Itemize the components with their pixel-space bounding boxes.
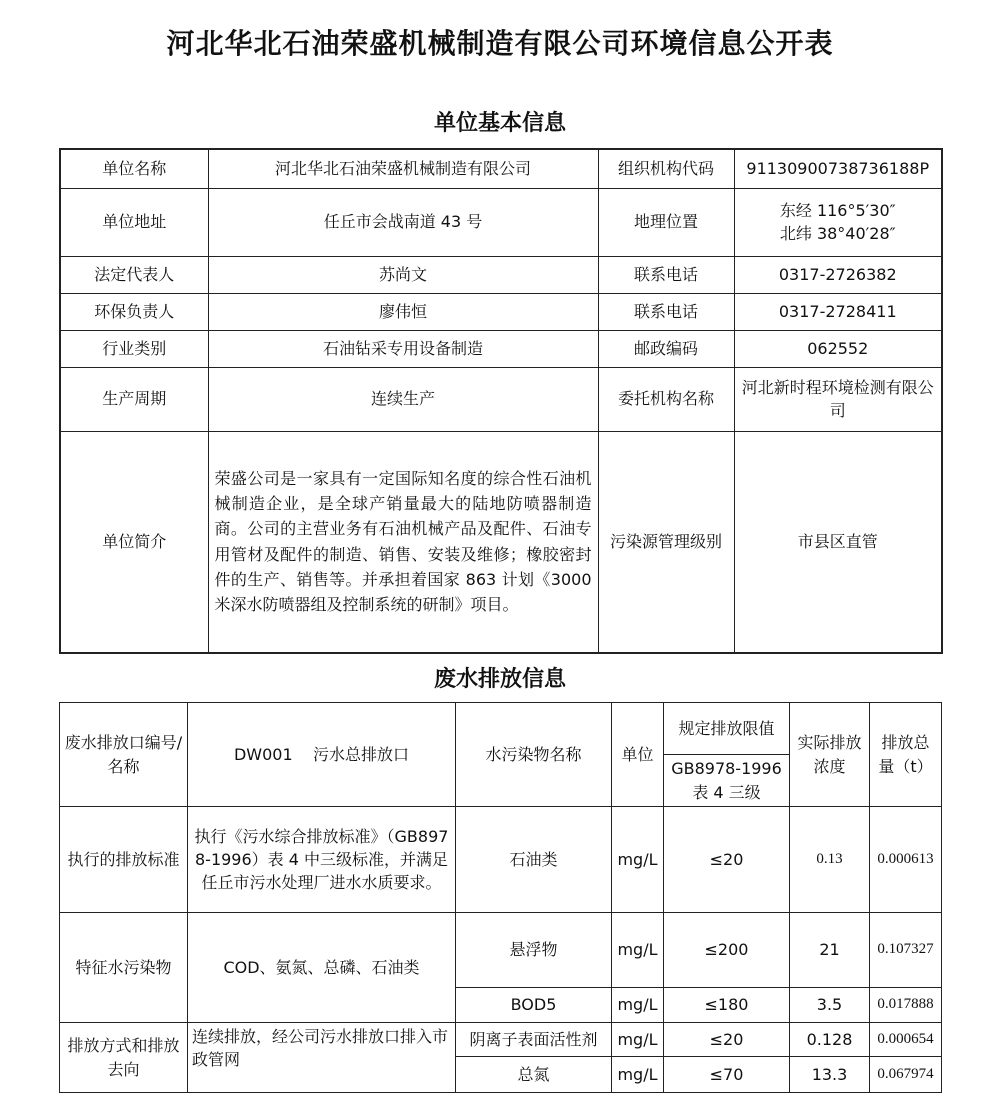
ww-row-1-conc: 21 <box>790 913 870 988</box>
geo-east: 东经 116°5′30″ <box>779 200 896 220</box>
value-legal-rep: 苏尚文 <box>208 256 598 293</box>
value-entrusted-org: 河北新时程环境检测有限公司 <box>734 367 942 431</box>
ww-row-2-unit: mg/L <box>612 988 664 1023</box>
value-production-cycle: 连续生产 <box>208 367 598 431</box>
ww-row-2-total: 0.017888 <box>870 988 942 1023</box>
ww-row-3-name: 阴离子表面活性剂 <box>456 1023 612 1057</box>
ww-header-limit: 规定排放限值 <box>664 703 790 755</box>
ww-label-standard: 执行的排放标准 <box>60 807 188 913</box>
ww-outlet-value: DW001 污水总排放口 <box>188 703 456 807</box>
value-industry: 石油钻采专用设备制造 <box>208 330 598 367</box>
label-unit-name: 单位名称 <box>60 149 208 188</box>
ww-row-4-conc: 13.3 <box>790 1057 870 1093</box>
label-contact-phone-1: 联系电话 <box>598 256 734 293</box>
label-production-cycle: 生产周期 <box>60 367 208 431</box>
geo-north: 北纬 38°40′28″ <box>779 224 896 243</box>
ww-row-3-limit: ≤20 <box>664 1023 790 1057</box>
ww-row-3-conc: 0.128 <box>790 1023 870 1057</box>
value-legal-rep-phone: 0317-2726382 <box>734 256 942 293</box>
value-env-manager-phone: 0317-2728411 <box>734 293 942 330</box>
ww-row-4-name: 总氮 <box>456 1057 612 1093</box>
basic-row-intro <box>60 431 942 653</box>
ww-row-2-conc: 3.5 <box>790 988 870 1023</box>
ww-row-0-limit: ≤20 <box>664 807 790 913</box>
ww-row-1-limit: ≤200 <box>664 913 790 988</box>
ww-row-0-conc: 0.13 <box>790 807 870 913</box>
ww-row-1-name: 悬浮物 <box>456 913 612 988</box>
ww-row-suspended <box>60 913 942 988</box>
ww-header-pollutant: 水污染物名称 <box>456 703 612 807</box>
ww-method-text: 连续排放，经公司污水排放口排入市政管网 <box>188 1023 456 1093</box>
basic-row-legal-rep <box>60 256 942 293</box>
basic-row-production-cycle <box>60 367 942 431</box>
ww-row-surfactant <box>60 1023 942 1057</box>
basic-row-industry <box>60 330 942 367</box>
ww-row-0-unit: mg/L <box>612 807 664 913</box>
ww-label-characteristic: 特征水污染物 <box>60 913 188 1023</box>
ww-header-row-1 <box>60 703 942 755</box>
ww-row-0-name: 石油类 <box>456 807 612 913</box>
ww-characteristic-text: COD、氨氮、总磷、石油类 <box>188 913 456 1023</box>
ww-row-3-total: 0.000654 <box>870 1023 942 1057</box>
ww-row-2-name: BOD5 <box>456 988 612 1023</box>
value-address: 任丘市会战南道 43 号 <box>208 188 598 256</box>
ww-header-total: 排放总量（t） <box>870 703 942 807</box>
basic-row-env-manager <box>60 293 942 330</box>
label-intro: 单位简介 <box>60 431 208 653</box>
basic-info-section-title: 单位基本信息 <box>433 111 566 136</box>
label-entrusted-org: 委托机构名称 <box>598 367 734 431</box>
ww-header-outlet: 废水排放口编号/名称 <box>60 703 188 807</box>
basic-row-unit-name <box>60 149 942 188</box>
ww-row-4-total: 0.067974 <box>870 1057 942 1093</box>
ww-label-method: 排放方式和排放去向 <box>60 1023 188 1093</box>
label-industry: 行业类别 <box>60 330 208 367</box>
label-contact-phone-2: 联系电话 <box>598 293 734 330</box>
ww-row-4-unit: mg/L <box>612 1057 664 1093</box>
label-postcode: 邮政编码 <box>598 330 734 367</box>
value-unit-name: 河北华北石油荣盛机械制造有限公司 <box>208 149 598 188</box>
ww-header-unit: 单位 <box>612 703 664 807</box>
basic-info-table <box>59 148 943 654</box>
wastewater-table <box>59 702 942 1093</box>
ww-row-3-unit: mg/L <box>612 1023 664 1057</box>
ww-row-1-total: 0.107327 <box>870 913 942 988</box>
label-org-code: 组织机构代码 <box>598 149 734 188</box>
label-address: 单位地址 <box>60 188 208 256</box>
label-env-manager: 环保负责人 <box>60 293 208 330</box>
wastewater-section-title: 废水排放信息 <box>433 667 566 692</box>
value-geo-location <box>734 188 942 256</box>
ww-standard-text: 执行《污水综合排放标准》（GB8978-1996）表 4 中三级标准，并满足任丘市污水处理厂进水水质要求。 <box>188 807 456 913</box>
ww-row-2-limit: ≤180 <box>664 988 790 1023</box>
label-pollution-level: 污染源管理级别 <box>598 431 734 653</box>
label-geo-location: 地理位置 <box>598 188 734 256</box>
basic-row-address <box>60 188 942 256</box>
label-legal-rep: 法定代表人 <box>60 256 208 293</box>
ww-row-4-limit: ≤70 <box>664 1057 790 1093</box>
value-postcode: 062552 <box>734 330 942 367</box>
value-intro: 荣盛公司是一家具有一定国际知名度的综合性石油机械制造企业，是全球产销量最大的陆地防喷器制造商。公司的主营业务有石油机械产品及配件、石油专用管材及配件的制造、销售、安装及维修；橡胶密封件的生产、销售等。并承担着国家 863 计划《3000 米深水防喷器组及控制系统的研制》项目。 <box>208 431 598 653</box>
ww-row-0-total: 0.000613 <box>870 807 942 913</box>
ww-header-limit-std: GB8978-1996 表 4 三级 <box>664 755 790 807</box>
value-pollution-level: 市县区直管 <box>734 431 942 653</box>
value-org-code: 91130900738736188P <box>734 149 942 188</box>
ww-header-actual-conc: 实际排放浓度 <box>790 703 870 807</box>
page-title: 河北华北石油荣盛机械制造有限公司环境信息公开表 <box>166 27 834 60</box>
value-env-manager: 廖伟恒 <box>208 293 598 330</box>
ww-row-standard <box>60 807 942 913</box>
ww-row-1-unit: mg/L <box>612 913 664 988</box>
